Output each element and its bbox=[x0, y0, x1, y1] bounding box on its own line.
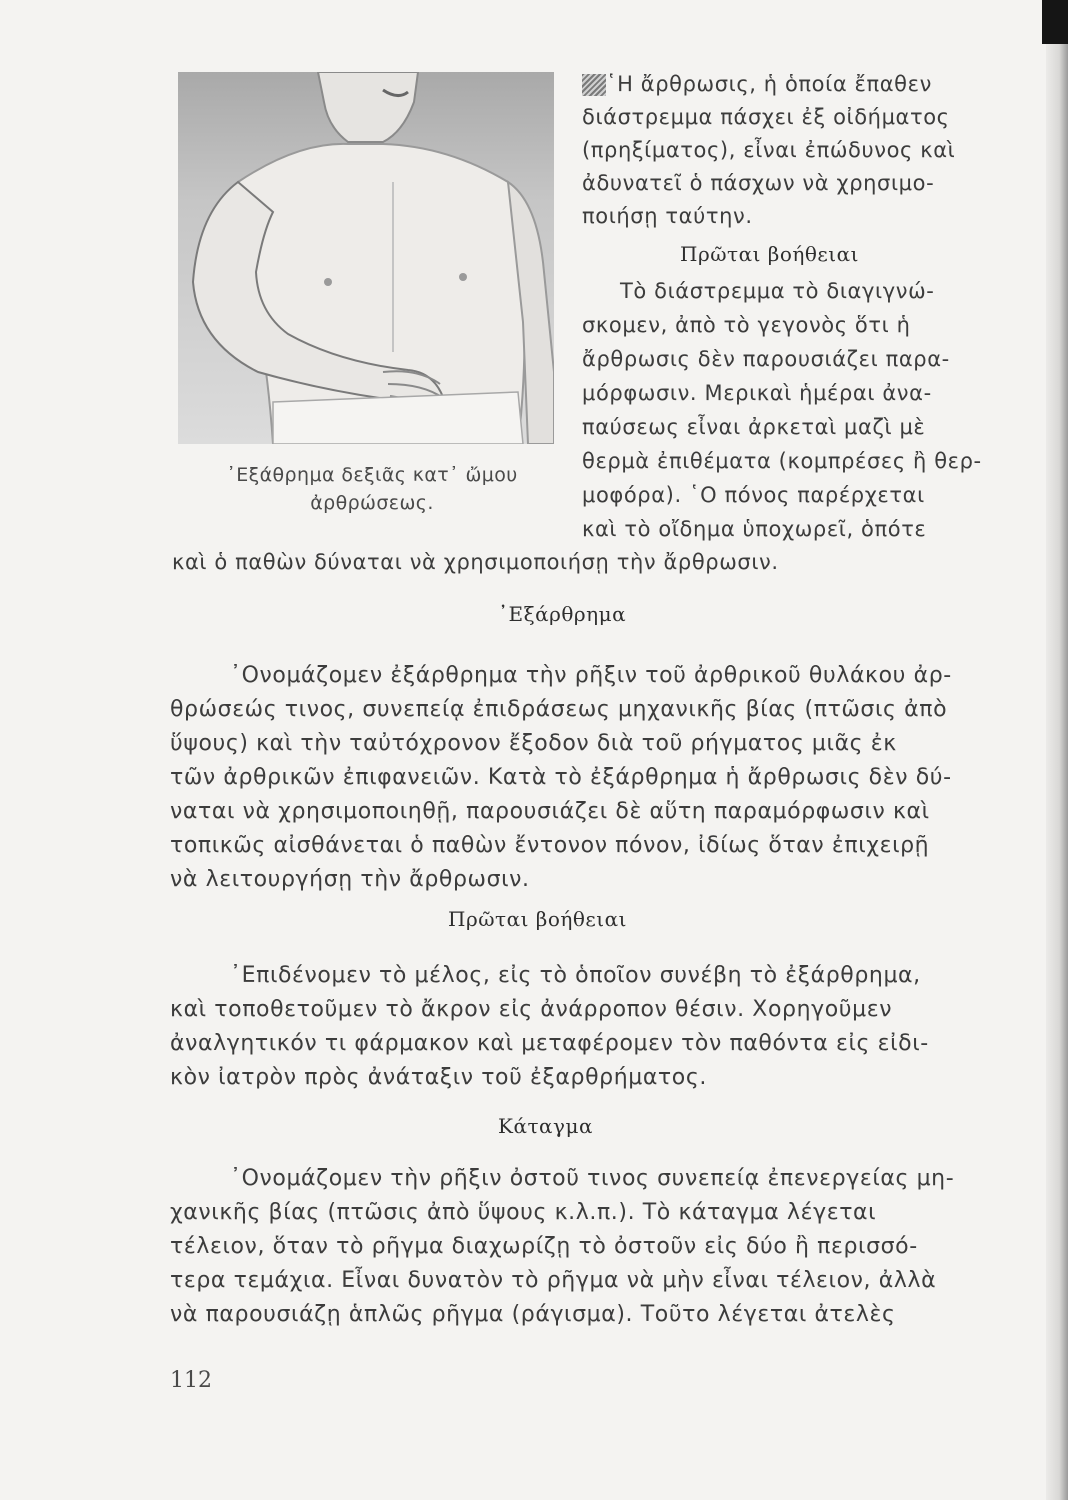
paragraph-line: ᾿Ονομάζομεν ἐξάρθρημα τὴν ρῆξιν τοῦ ἀρθρικοῦ θυλάκου ἀρ- bbox=[230, 663, 952, 688]
shirtless-man-illustration bbox=[178, 72, 554, 444]
paragraph-line: σκομεν, ἀπὸ τὸ γεγονὸς ὅτι ἡ bbox=[582, 313, 911, 337]
paragraph-line: Τὸ διάστρεμμα τὸ διαγιγνώ- bbox=[620, 279, 935, 303]
paragraph-line: παύσεως εἶναι ἀρκεταὶ μαζὶ μὲ bbox=[582, 415, 926, 439]
section-heading-first-aid: Πρῶται βοήθειαι bbox=[680, 242, 859, 266]
intro-line: διάστρεμμα πάσχει ἐξ οἰδήματος bbox=[582, 105, 950, 129]
paragraph-line: καὶ τοποθετοῦμεν τὸ ἄκρον εἰς ἀνάρροπον θέσιν. Χορηγοῦμεν bbox=[170, 997, 893, 1022]
section-heading-fracture: Κάταγμα bbox=[498, 1114, 593, 1138]
paragraph-line: μόρφωσιν. Μερικαὶ ἡμέραι ἀνα- bbox=[582, 381, 932, 405]
scan-corner bbox=[1042, 0, 1068, 44]
page-gutter-shadow bbox=[1046, 0, 1068, 1500]
intro-line: (πρηξίματος), εἶναι ἐπώδυνος καὶ bbox=[582, 138, 956, 162]
paragraph-line: καὶ τὸ οἴδημα ὑποχωρεῖ, ὁπότε bbox=[582, 517, 927, 541]
paragraph-line: ὕψους) καὶ τὴν ταὐτόχρονον ἔξοδον διὰ τοῦ ρήγματος μιᾶς ἐκ bbox=[170, 731, 897, 756]
paragraph-line: τῶν ἀρθρικῶν ἐπιφανειῶν. Κατὰ τὸ ἐξάρθρημα ἡ ἄρθρωσις δὲν δύ- bbox=[170, 765, 952, 790]
intro-line: ποιήσῃ ταύτην. bbox=[582, 204, 753, 228]
section-heading-dislocation: ᾿Εξάρθρημα bbox=[498, 602, 627, 626]
figure-caption-line-2: ἀρθρώσεως. bbox=[310, 492, 434, 514]
paragraph-line: τερα τεμάχια. Εἶναι δυνατὸν τὸ ρῆγμα νὰ μὴν εἶναι τέλειον, ἀλλὰ bbox=[170, 1268, 937, 1293]
paragraph-line: τέλειον, ὅταν τὸ ρῆγμα διαχωρίζῃ τὸ ὀστοῦν εἰς δύο ἢ περισσό- bbox=[170, 1234, 918, 1259]
figure-photo bbox=[178, 72, 554, 444]
paragraph-line: θερμὰ ἐπιθέματα (κομπρέσες ἢ θερ- bbox=[582, 449, 982, 473]
paragraph-line: νὰ παρουσιάζῃ ἁπλῶς ρῆγμα (ράγισμα). Τοῦτο λέγεται ἀτελὲς bbox=[170, 1302, 896, 1327]
intro-line: ῾Η ἄρθρωσις, ἡ ὁποία ἔπαθεν bbox=[606, 72, 932, 96]
paragraph-line: ναται νὰ χρησιμοποιηθῇ, παρουσιάζει δὲ αὕτη παραμόρφωσιν καὶ bbox=[170, 799, 930, 824]
paragraph-line: νὰ λειτουργήσῃ τὴν ἄρθρωσιν. bbox=[170, 867, 530, 892]
paragraph-line: καὶ ὁ παθὼν δύναται νὰ χρησιμοποιήσῃ τὴν ἄρθρωσιν. bbox=[172, 550, 779, 574]
paragraph-line: χανικῆς βίας (πτῶσις ἀπὸ ὕψους κ.λ.π.). Τὸ κάταγμα λέγεται bbox=[170, 1200, 877, 1225]
paragraph-line: τοπικῶς αἰσθάνεται ὁ παθὼν ἔντονον πόνον, ἰδίως ὅταν ἐπιχειρῇ bbox=[170, 833, 930, 858]
paragraph-line: μοφόρα). ῾Ο πόνος παρέρχεται bbox=[582, 483, 925, 507]
paragraph-line: θρώσεώς τινος, συνεπείᾳ ἐπιδράσεως μηχανικῆς βίας (πτῶσις ἀπὸ bbox=[170, 697, 948, 722]
print-mark bbox=[582, 74, 606, 96]
section-heading-first-aid-2: Πρῶται βοήθειαι bbox=[448, 907, 627, 931]
paragraph-line: ᾿Ονομάζομεν τὴν ρῆξιν ὀστοῦ τινος συνεπείᾳ ἐπενεργείας μη- bbox=[230, 1166, 955, 1191]
paragraph-line: ἄρθρωσις δὲν παρουσιάζει παρα- bbox=[582, 347, 950, 371]
figure-caption-line-1: ᾿Εξάθρημα δεξιᾶς κατ᾿ ὤμου bbox=[226, 464, 518, 486]
paragraph-line: κὸν ἰατρὸν πρὸς ἀνάταξιν τοῦ ἐξαρθρήματος. bbox=[170, 1065, 707, 1090]
intro-line: ἀδυνατεῖ ὁ πάσχων νὰ χρησιμο- bbox=[582, 171, 935, 195]
paragraph-line: ᾿Επιδένομεν τὸ μέλος, εἰς τὸ ὁποῖον συνέβη τὸ ἐξάρθρημα, bbox=[230, 963, 921, 988]
paragraph-line: ἀναλγητικόν τι φάρμακον καὶ μεταφέρομεν τὸν παθόντα εἰς εἰδι- bbox=[170, 1031, 929, 1056]
page-number: 112 bbox=[170, 1368, 212, 1393]
